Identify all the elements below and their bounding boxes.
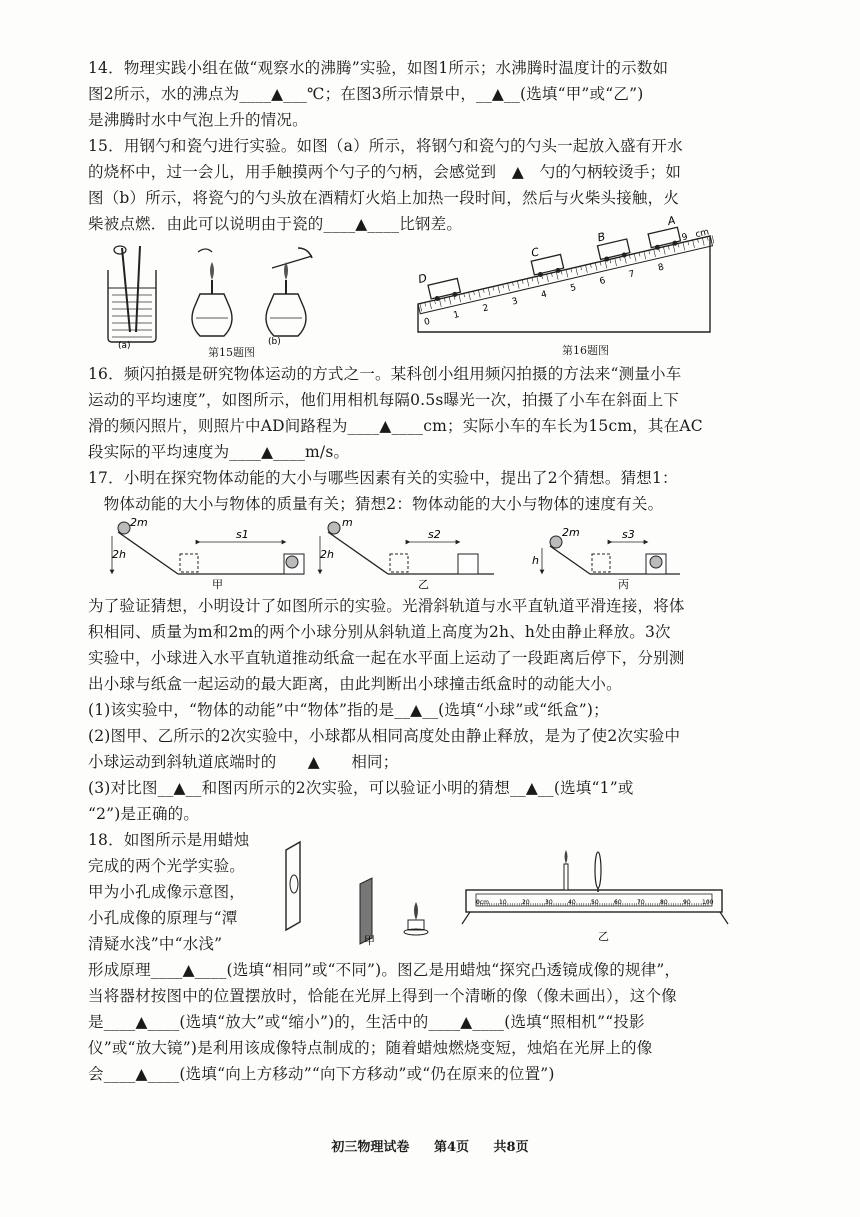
footer-total: 共8页 xyxy=(493,1140,529,1155)
fig-q16-incline xyxy=(410,213,735,342)
footer-page: 第4页 xyxy=(433,1140,469,1155)
q17-line-5: 实验中，小球进入水平直轨道推动纸盒一起在水平面上运动了一段距离后停下，分别测 xyxy=(88,649,685,667)
label-s3: s3 xyxy=(622,528,635,541)
q16-line-1: 16．频闪拍摄是研究物体运动的方式之一。某科创小组用频闪拍摄的方法来“测量小车 xyxy=(88,365,682,383)
experiment-jia xyxy=(112,516,304,591)
label-bing: 丙 xyxy=(618,578,629,591)
q16-line-4: 段实际的平均速度为____▲____m/s。 xyxy=(88,443,350,461)
q18-line-4: 小孔成像的原理与“潭 xyxy=(88,909,238,927)
label-s1: s1 xyxy=(236,528,249,541)
label-d: D xyxy=(417,271,429,287)
ruler-num-2: 2 xyxy=(481,303,490,315)
footer-subject: 初三物理试卷 xyxy=(331,1140,410,1155)
ruler-num-1: 1 xyxy=(452,310,461,322)
label-m-yi: m xyxy=(342,516,353,529)
q18-line-10: 会____▲____(选填“向上方移动”“向下方移动”或“仍在原来的位置”) xyxy=(88,1065,555,1083)
q14-line-1: 14．物理实践小组在做“观察水的沸腾”实验，如图1所示；水沸腾时温度计的示数如 xyxy=(88,59,669,77)
ruler-num-0: 0 xyxy=(423,316,432,328)
q17-line-2: 物体动能的大小与物体的质量有关；猜想2：物体动能的大小与物体的速度有关。 xyxy=(88,495,664,513)
ruler-num-7: 7 xyxy=(627,269,636,281)
label-2h-yi: 2h xyxy=(320,548,334,561)
label-yi-18: 乙 xyxy=(598,930,609,943)
bench-num-50: 50 xyxy=(591,899,599,906)
label-2m-jia: 2m xyxy=(130,516,148,529)
pinhole-figure xyxy=(286,842,428,947)
q17-line-10: (3)对比图__▲__和图丙所示的2次实验，可以验证小明的猜想__▲__(选填“1”或 xyxy=(88,779,634,797)
q17-line-7: (1)该实验中，“物体的动能”中“物体”指的是__▲__(选填“小球”或“纸盒”)； xyxy=(88,701,609,719)
ruler-num-5: 5 xyxy=(569,282,578,294)
q18-line-2: 完成的两个光学实验。 xyxy=(88,857,246,875)
bench-num-0: 0cm xyxy=(476,899,489,906)
ruler-num-3: 3 xyxy=(511,296,519,308)
q17-line-3: 为了验证猜想，小明设计了如图所示的实验。光滑斜轨道与水平直轨道平滑连接，将体 xyxy=(88,597,685,615)
fig-q15 xyxy=(100,240,330,350)
q17-line-4: 积相同、质量为m和2m的两个小球分别从斜轨道上高度为2h、h处由静止释放。3次 xyxy=(88,623,671,641)
q17-line-8: (2)图甲、乙所示的2次实验中，小球都从相同高度处由静止释放，是为了使2次实验中 xyxy=(88,727,681,745)
q15-line-1: 15．用钢勺和瓷勺进行实验。如图（a）所示，将钢勺和瓷勺的勺头一起放入盛有开水 xyxy=(88,137,683,155)
label-2m-bing: 2m xyxy=(562,526,580,539)
label-b-cart: B xyxy=(596,230,607,245)
experiment-bing xyxy=(532,526,680,591)
bench-num-100: 100 xyxy=(702,899,714,906)
q17-line-9: 小球运动到斜轨道底端时的 ▲ 相同； xyxy=(88,753,399,771)
label-h-bing: h xyxy=(532,554,539,567)
q18-line-6: 形成原理____▲____(选填“相同”或“不同”)。图乙是用蜡烛“探究凸透镜成像的规律”， xyxy=(88,961,681,979)
q18-line-5: 清疑水浅”中“水浅” xyxy=(88,935,223,953)
ruler-num-6: 6 xyxy=(598,276,607,288)
caption-fig-16: 第16题图 xyxy=(562,344,609,357)
q18-line-9: 仪”或“放大镜”)是利用该成像特点制成的；随着蜡烛燃烧变短，烛焰在光屏上的像 xyxy=(88,1039,653,1057)
bench-num-60: 60 xyxy=(614,899,622,906)
ruler-num-4: 4 xyxy=(540,289,549,301)
q17-line-1: 17．小明在探究物体动能的大小与哪些因素有关的实验中，提出了2个猜想。猜想1： xyxy=(88,469,678,487)
bench-num-10: 10 xyxy=(499,899,507,906)
label-c: C xyxy=(530,245,541,260)
cart-a xyxy=(648,227,681,251)
label-a-cart: A xyxy=(666,213,677,229)
caption-fig-15: 第15题图 xyxy=(208,346,255,359)
optical-bench-figure xyxy=(462,850,728,943)
bench-num-90: 90 xyxy=(683,899,691,906)
label-jia: 甲 xyxy=(212,578,223,591)
bench-num-70: 70 xyxy=(637,899,645,906)
bench-num-80: 80 xyxy=(660,899,668,906)
q14-line-2: 图2所示，水的沸点为____▲___℃；在图3所示情景中，__▲__(选填“甲”或“乙”) xyxy=(88,85,644,103)
label-yi: 乙 xyxy=(418,578,429,591)
fig-q18 xyxy=(280,836,750,946)
q14-line-3: 是沸腾时水中气泡上升的情况。 xyxy=(88,111,308,129)
q18-line-7: 当将器材按图中的位置摆放时，恰能在光屏上得到一个清晰的像（像未画出），这个像 xyxy=(88,987,677,1005)
q15-line-4: 柴被点燃．由此可以说明由于瓷的____▲____比钢差。 xyxy=(88,215,463,233)
q18-line-8: 是____▲____(选填“放大”或“缩小”)的，生活中的____▲____(选填“照相机”“投影 xyxy=(88,1013,645,1031)
q17-line-11: “2”)是正确的。 xyxy=(88,805,200,823)
label-a: (a) xyxy=(118,341,131,351)
bench-num-20: 20 xyxy=(522,899,530,906)
experiment-yi xyxy=(320,516,494,591)
q16-line-2: 运动的平均速度”，如图所示，他们用相机每隔0.5s曝光一次，拍摄了小车在斜面上下 xyxy=(88,391,680,409)
ruler-num-8: 8 xyxy=(657,262,665,274)
alcohol-lamp-figure-2 xyxy=(266,248,312,336)
q15-line-2: 的烧杯中，过一会儿，用手触摸两个勺子的勺柄，会感觉到 ▲ 勺的勺柄较烫手；如 xyxy=(88,163,682,181)
label-2h-jia: 2h xyxy=(112,548,126,561)
label-jia-18: 甲 xyxy=(364,934,375,947)
page-footer xyxy=(0,1136,860,1155)
q15-line-3: 图（b）所示，将瓷勺的勺头放在酒精灯火焰上加热一段时间，然后与火柴头接触，火 xyxy=(88,189,680,207)
alcohol-lamp-figure xyxy=(192,249,232,336)
bench-num-30: 30 xyxy=(545,899,553,906)
fig-q17-experiments xyxy=(108,514,748,590)
q18-line-1: 18．如图所示是用蜡烛 xyxy=(88,831,250,849)
q16-line-3: 滑的频闪照片，则照片中AD间路程为____▲____cm；实际小车的车长为15cm，其在AC xyxy=(88,417,703,435)
label-s2: s2 xyxy=(428,528,441,541)
q18-line-3: 甲为小孔成像示意图， xyxy=(88,883,246,901)
ruler-unit: cm xyxy=(694,227,711,241)
bench-num-40: 40 xyxy=(568,899,576,906)
label-b: (b) xyxy=(268,337,281,347)
beaker-figure xyxy=(108,246,156,342)
q17-line-6: 出小球与纸盒一起运动的最大距离，由此判断出小球撞击纸盒时的动能大小。 xyxy=(88,675,622,693)
ruler-num-9: 9 xyxy=(680,232,689,244)
